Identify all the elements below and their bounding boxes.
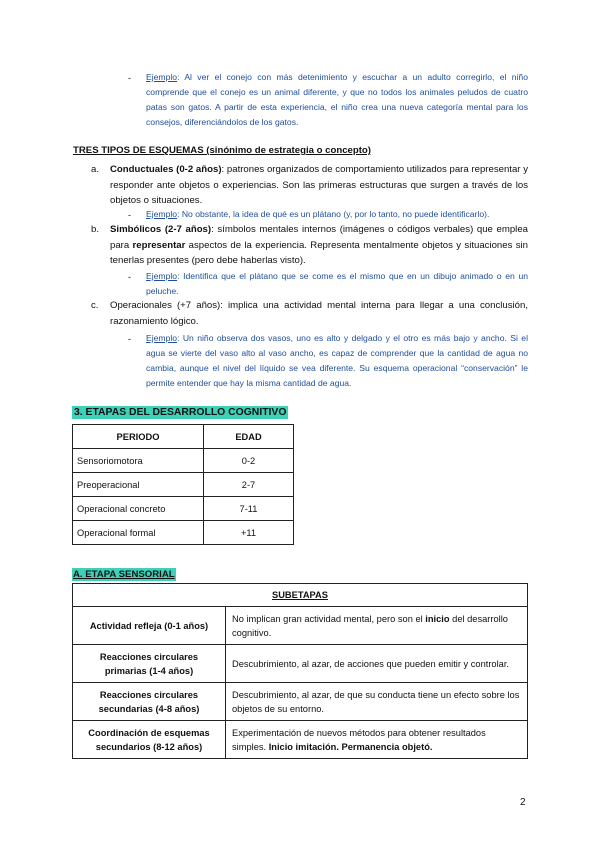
definition-simbolicos: : símbolos mentales internos (imágenes o códigos verbales) que emplea para <box>110 224 528 251</box>
example-text: : Un niño observa dos vasos, uno es alto y delgado y el otro es más bajo y ancho. Si el agua se vierte del vaso alto al vaso ancho, es capaz de comprender que la cantidad de agua no cambia, aunque el nivel del líquido se vea diferente. Su esquema operacional “conservación” le permite entender que hay la misma cantidad de agua. <box>146 333 528 388</box>
example-conductuales <box>146 207 528 222</box>
cell-edad: 7-11 <box>204 497 294 521</box>
section-3-title-text: 3. ETAPAS DEL DESARROLLO COGNITIVO <box>74 407 287 418</box>
cell-periodo: Preoperacional <box>73 473 204 497</box>
desc-text: No implican gran actividad mental, pero son el <box>232 613 426 624</box>
definition-conductuales: : patrones organizados de comportamiento utilizados para representar y responder ante objetos o experiencias. Son las primeras estructuras que surgen a través de los objetos o situaciones. <box>110 164 528 206</box>
item-marker-a: a. <box>91 164 100 175</box>
cell-edad: 2-7 <box>204 473 294 497</box>
schemas-heading: TRES TIPOS DE ESQUEMAS (sinónimo de estrategia o concepto) <box>73 145 371 156</box>
schema-item-operacionales <box>110 298 528 329</box>
cell-periodo: Operacional concreto <box>73 497 204 521</box>
stages-table <box>72 424 294 545</box>
desc-bold: inicio <box>425 613 450 624</box>
term-simbolicos: Simbólicos <box>110 224 162 235</box>
table-row <box>73 449 294 473</box>
definition-operacionales: : implica una actividad mental interna para llegar a una conclusión, razonamiento lógico. <box>110 300 528 327</box>
example-operacionales <box>146 331 528 391</box>
intro-example <box>146 70 528 130</box>
section-3-title <box>72 402 288 420</box>
definition-bold: representar <box>132 239 186 251</box>
table-row <box>73 521 294 545</box>
header-periodo: PERIODO <box>73 425 204 449</box>
cell-periodo: Operacional formal <box>73 521 204 545</box>
table-row <box>73 607 528 645</box>
substage-desc <box>226 607 528 645</box>
schema-item-simbolicos <box>110 222 528 269</box>
schema-item-conductuales <box>110 162 528 209</box>
term-operacionales: Operacionales (+7 años) <box>110 300 221 311</box>
item-marker-c: c. <box>91 300 99 311</box>
example-label: Ejemplo <box>146 209 178 219</box>
substage-label: Reacciones circulares secundarias (4-8 años) <box>73 683 226 721</box>
table-row <box>73 645 528 683</box>
definition-simbolicos-cont: aspectos de la experiencia. Representa mentalmente objetos y situaciones sin tenerlas presentes (pero debe haberlas visto). <box>110 239 528 266</box>
table-header-row <box>73 584 528 607</box>
table-row <box>73 473 294 497</box>
desc-bold: Inicio imitación. Permanencia objetó. <box>268 741 433 752</box>
substage-desc <box>226 721 528 759</box>
header-edad: EDAD <box>204 425 294 449</box>
example-simbolicos <box>146 269 528 299</box>
example-label: Ejemplo <box>146 271 178 281</box>
table-row <box>73 683 528 721</box>
section-a-title <box>72 564 176 582</box>
bullet-dash: - <box>128 272 131 282</box>
bullet-dash: - <box>128 334 131 344</box>
substage-label: Actividad refleja (0-1 años) <box>73 607 226 645</box>
desc-text-cont: del desarrollo cognitivo. <box>232 613 508 638</box>
item-marker-b: b. <box>91 224 100 235</box>
substage-desc <box>226 683 528 721</box>
example-label: Ejemplo <box>146 333 178 343</box>
substage-label: Coordinación de esquemas secundarios (8-12 años) <box>73 721 226 759</box>
header-subetapas: SUBETAPAS <box>73 584 528 607</box>
desc-text: Experimentación de nuevos métodos para obtener resultados simples. <box>232 727 486 752</box>
bullet-dash: - <box>128 73 131 83</box>
desc-text: Descubrimiento, al azar, de que su conducta tiene un efecto sobre los objetos de su entorno. <box>232 689 520 714</box>
age-conductuales: (0-2 años) <box>173 164 222 175</box>
section-a-title-text: A. ETAPA SENSORIAL <box>73 569 175 580</box>
table-row <box>73 497 294 521</box>
cell-edad: +11 <box>204 521 294 545</box>
substage-desc <box>226 645 528 683</box>
table-header-row <box>73 425 294 449</box>
cell-edad: 0-2 <box>204 449 294 473</box>
example-text: : No obstante, la idea de qué es un plátano (y, por lo tanto, no puede identificarlo). <box>177 209 490 219</box>
age-simbolicos: (2-7 años) <box>161 224 212 235</box>
desc-text: Descubrimiento, al azar, de acciones que pueden emitir y controlar. <box>232 658 509 669</box>
cell-periodo: Sensoriomotora <box>73 449 204 473</box>
example-text: : Identifica que el plátano que se come es el mismo que en un dibujo animado o en un peluche. <box>146 271 528 296</box>
term-conductuales: Conductuales <box>110 164 174 175</box>
page-number: 2 <box>520 797 526 808</box>
bullet-dash: - <box>128 210 131 220</box>
example-label: Ejemplo <box>146 72 178 82</box>
substages-table <box>72 583 528 759</box>
example-text: : Al ver el conejo con más detenimiento y escuchar a un adulto corregirlo, el niño comprende que el conejo es un animal diferente, y que no todos los animales peludos de cuatro patas son gatos. A partir de esta experiencia, el niño crea una nueva categoría mental para los consejos, diferenciándolos de los gatos. <box>146 72 528 127</box>
table-row <box>73 721 528 759</box>
substage-label: Reacciones circulares primarias (1-4 años) <box>73 645 226 683</box>
